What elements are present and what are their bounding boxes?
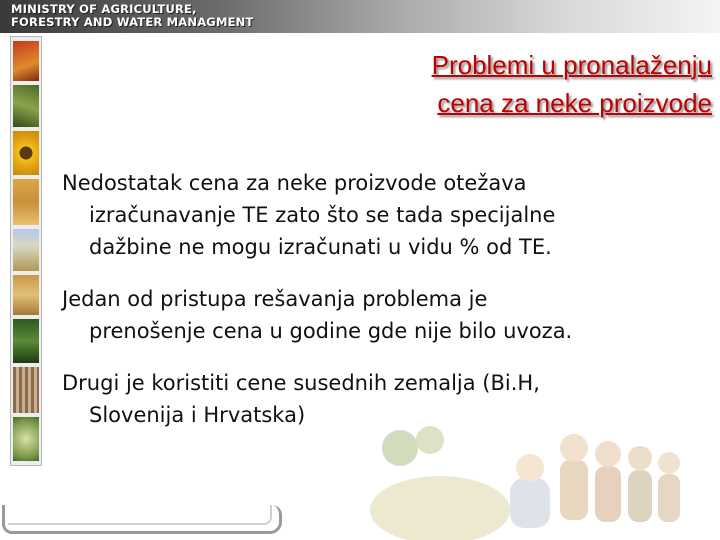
photo-tile-forest [13,319,39,363]
header-bar [0,0,720,33]
paragraph-1 [62,167,702,263]
photo-tile-bales [13,275,39,315]
frame-corner-inner [8,505,272,525]
ministry-name-line-1: MINISTRY OF AGRICULTURE, [11,2,197,16]
paragraph-line: Nedostatak cena za neke proizvode otežava [62,171,527,195]
photo-tile-cabbage [13,417,39,461]
paragraph-line: izračunavanje TE zato što se tada specijalne [89,203,556,227]
photo-tile-grain [13,179,39,225]
paragraph-2 [62,283,702,347]
paragraph-line: Drugi je koristiti cene susednih zemalja (Bi.H, [62,371,540,395]
paragraph-line: Slovenija i Hrvatska) [89,403,306,427]
paragraph-line: dažbine ne mogu izračunati u vidu % od TE. [89,235,552,259]
photo-tile-crowd [13,367,39,413]
photo-tile-field [13,229,39,271]
paragraph-3 [62,367,702,431]
ministry-name-line-2: FORESTRY AND WATER MANAGMENT [11,15,254,29]
slide-title-line-1: Problemi u pronalaženju [431,50,712,80]
ministry-name [11,3,254,29]
slide-title [252,46,712,122]
slide-body [62,167,702,451]
slide-title-line-2: cena za neke proizvode [437,88,712,118]
photo-tile-sunflower [13,131,39,175]
photo-tile-grapes [13,85,39,127]
photo-tile-fruit [13,41,39,81]
paragraph-line: Jedan od pristupa rešavanja problema je [62,287,488,311]
paragraph-line: prenošenje cena u godine gde nije bilo uvoza. [89,319,573,343]
photo-strip [10,36,42,466]
